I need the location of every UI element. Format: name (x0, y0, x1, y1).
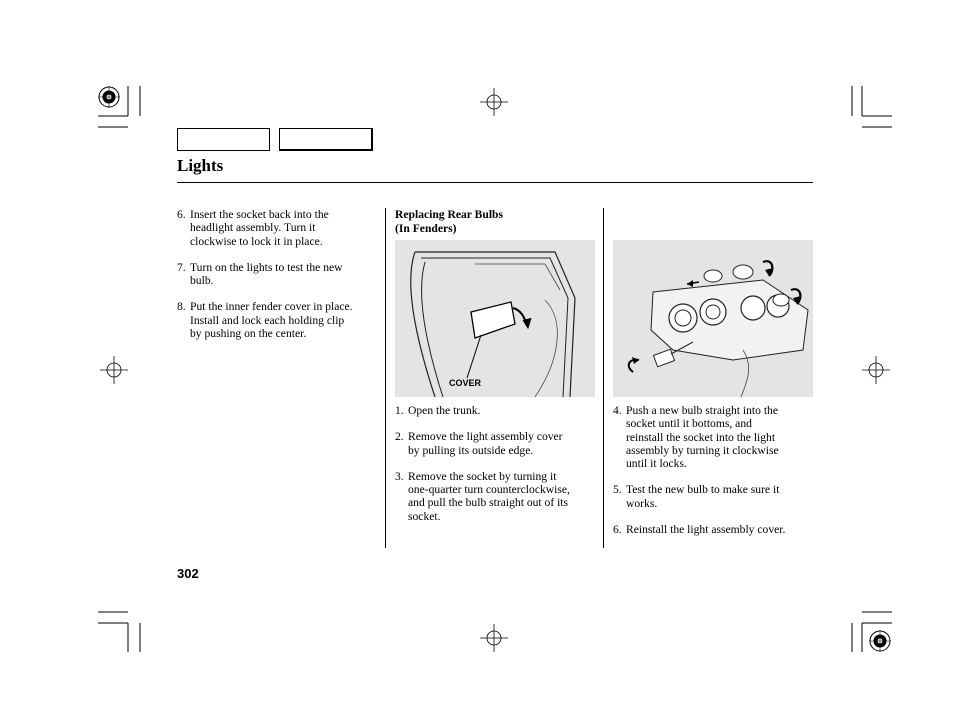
trunk-cover-drawing-icon (395, 240, 595, 397)
list-item: 5. Test the new bulb to make sure it works. (613, 483, 780, 510)
section-tab-1 (177, 128, 270, 151)
list-item: 1. Open the trunk. (395, 404, 481, 417)
trunk-cover-illustration (395, 240, 595, 397)
crop-mark-top-right-icon (848, 86, 894, 130)
list-item: 2. Remove the light assembly cover by pulling its outside edge. (395, 430, 563, 457)
list-item: 8. Put the inner fender cover in place. Install and lock each holding clip by pushing on the center. (177, 300, 353, 341)
list-item: 6. Reinstall the light assembly cover. (613, 523, 786, 537)
bulb-socket-illustration (613, 240, 813, 397)
list-item: 6. Insert the socket back into the headlight assembly. Turn it clockwise to lock it in place. (177, 208, 329, 248)
list-item: 4. Push a new bulb straight into the socket until it bottoms, and reinstall the socket into the light assembly by turning it clockwise until it locks. (613, 404, 779, 471)
page-title: Lights (177, 156, 224, 175)
column-divider-2 (603, 208, 604, 548)
crosshair-top-center-icon (480, 88, 508, 116)
cover-label: COVER (449, 378, 482, 388)
section-tab-2 (279, 128, 373, 151)
section-heading: Replacing Rear Bulbs (In Fenders) (395, 208, 504, 235)
header-rule (177, 182, 813, 183)
left-steps-list (177, 208, 382, 353)
crop-mark-top-left-icon (98, 86, 158, 130)
column-divider-1 (385, 208, 386, 548)
registration-mark-bottom-right-icon (869, 630, 893, 654)
crop-mark-bottom-left-icon (98, 610, 158, 654)
right-steps-list (613, 404, 818, 549)
page-number: 302 (177, 566, 199, 581)
list-item: 3. Remove the socket by turning it one-quarter turn counterclockwise, and pull the bulb straight out of its socket. (395, 469, 570, 523)
crosshair-right-middle-icon (862, 356, 890, 384)
middle-steps-list (395, 404, 600, 536)
crosshair-left-middle-icon (100, 356, 128, 384)
crosshair-bottom-center-icon (480, 624, 508, 652)
bulb-socket-drawing-icon (613, 240, 813, 397)
list-item: 7. Turn on the lights to test the new bulb. (177, 260, 343, 288)
